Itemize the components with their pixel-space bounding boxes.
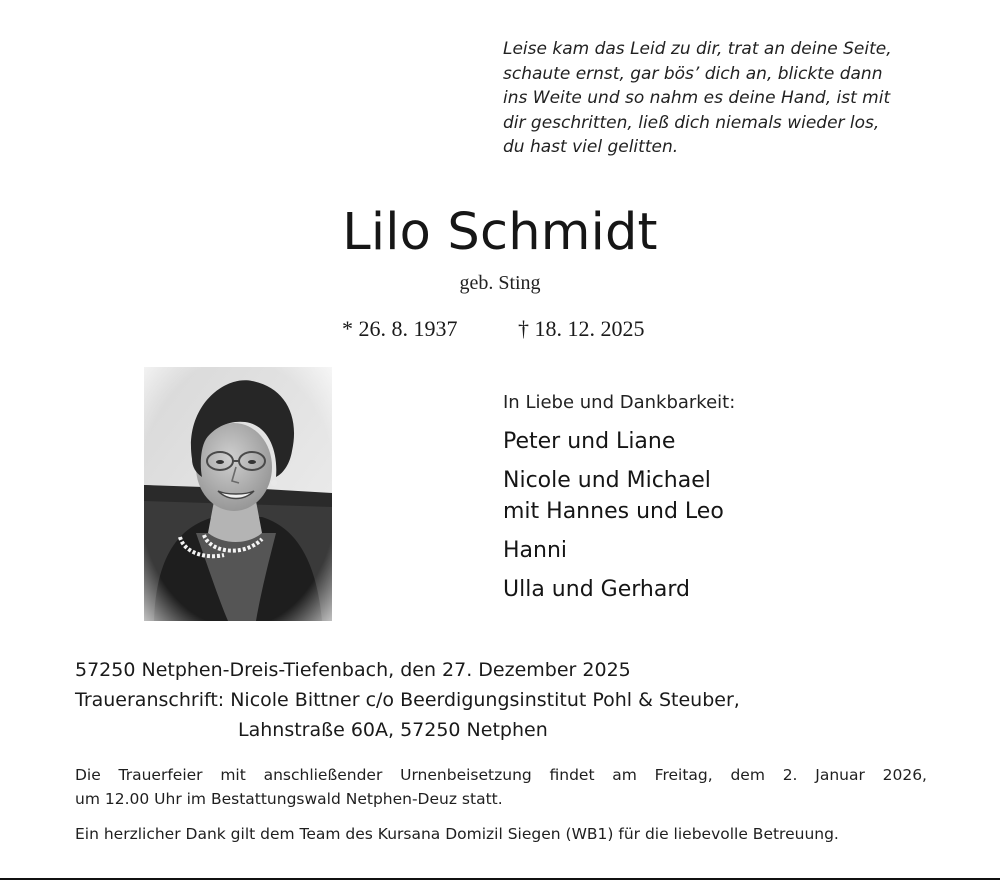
mourner-group (503, 535, 963, 566)
funeral-info-line: um 12.00 Uhr im Bestattungswald Netphen-Deuz statt. (75, 790, 503, 808)
mourning-address: Traueranschrift: Nicole Bittner c/o Beerdigungsinstitut Pohl & Steuber, (75, 689, 740, 711)
gratitude-note: Ein herzlicher Dank gilt dem Team des Kursana Domizil Siegen (WB1) für die liebevolle Betreuung. (75, 825, 839, 843)
poem (503, 37, 943, 160)
mourners-intro: In Liebe und Dankbarkeit: (503, 392, 736, 413)
funeral-info (75, 763, 927, 811)
mourner-group (503, 465, 963, 527)
mourner-name: Nicole und Michael (503, 468, 711, 493)
birth-date: * 26. 8. 1937 (342, 316, 458, 341)
mourner-group (503, 574, 963, 605)
address-block (75, 655, 740, 745)
deceased-name: Lilo Schmidt (342, 203, 658, 262)
mourner-name: Ulla und Gerhard (503, 577, 690, 602)
mourner-name: Hanni (503, 538, 568, 563)
funeral-info-line: Die Trauerfeier mit anschließender Urnenbeisetzung findet am Freitag, dem 2. Januar 2026, (75, 766, 927, 784)
poem-line: Leise kam das Leid zu dir, trat an deine Seite, (503, 39, 892, 59)
poem-line: dir geschritten, ließ dich niemals wieder los, (503, 112, 880, 133)
death-date: † 18. 12. 2025 (518, 316, 645, 341)
poem-line: ins Weite und so nahm es deine Hand, ist mit (503, 88, 891, 108)
mourner-name: Peter und Liane (503, 429, 676, 454)
mourners-block (503, 390, 963, 613)
mourner-group (503, 426, 963, 457)
portrait-photo-icon (144, 367, 332, 621)
poem-line: schaute ernst, gar bös’ dich an, blickte dann (503, 63, 883, 84)
poem-line: du hast viel gelitten. (503, 137, 679, 157)
mourning-address-street: Lahnstraße 60A, 57250 Netphen (238, 719, 548, 741)
mourner-name: mit Hannes und Leo (503, 499, 724, 524)
maiden-name: geb. Sting (459, 272, 541, 294)
place-and-date: 57250 Netphen-Dreis-Tiefenbach, den 27. Dezember 2025 (75, 659, 631, 681)
